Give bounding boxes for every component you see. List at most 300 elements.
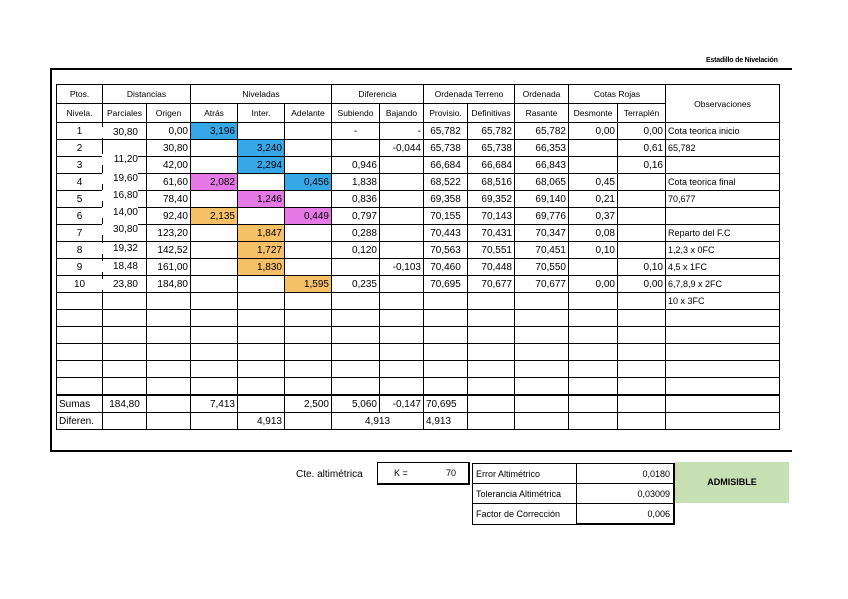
cell-origen xyxy=(147,344,191,361)
diferen-provisio: 4,913 xyxy=(424,413,468,430)
cell-definitivas: 70,431 xyxy=(468,225,515,242)
empty-row xyxy=(57,361,780,378)
cell-definitivas: 66,684 xyxy=(468,157,515,174)
sumas-bajando: -0,147 xyxy=(380,395,424,413)
parcial-distance: 19,32 xyxy=(102,243,138,254)
cell-provisio: 70,695 xyxy=(424,276,468,293)
diferen-empty xyxy=(468,413,515,430)
document-title: Estadillo de Nivelación xyxy=(706,57,778,64)
cell-origen: 92,40 xyxy=(147,208,191,225)
cell-rasante: 66,843 xyxy=(515,157,569,174)
cell-obs xyxy=(666,157,780,174)
header-parciales: Parciales xyxy=(103,104,147,123)
cell-pt: 1 xyxy=(57,123,103,140)
cell-subiendo xyxy=(332,140,380,157)
cell-obs: 4,5 x 1FC xyxy=(666,259,780,276)
k-value: 70 xyxy=(446,468,457,478)
sumas-empty xyxy=(569,395,618,413)
cell-definitivas: 65,782 xyxy=(468,123,515,140)
cell-bajando xyxy=(380,293,424,310)
cell-desmonte xyxy=(569,157,618,174)
cell-atras xyxy=(191,276,238,293)
cte-altimetrica-label: Cte. altimétrica xyxy=(296,469,363,480)
cell-desmonte: 0,08 xyxy=(569,225,618,242)
cell-terraplen xyxy=(618,225,666,242)
header-nivela: Nivela. xyxy=(57,104,103,123)
cell-provisio: 70,155 xyxy=(424,208,468,225)
cell-desmonte: 0,00 xyxy=(569,276,618,293)
cell-obs: 6,7,8,9 x 2FC xyxy=(666,276,780,293)
cell-provisio xyxy=(424,327,468,344)
diferen-row xyxy=(57,413,780,430)
cell-pt xyxy=(57,293,103,310)
cell-provisio: 66,684 xyxy=(424,157,468,174)
cell-inter: 1,830 xyxy=(238,259,285,276)
cell-definitivas: 68,516 xyxy=(468,174,515,191)
cell-pt xyxy=(57,310,103,327)
cell-obs xyxy=(666,344,780,361)
cell-subiendo xyxy=(332,259,380,276)
table-row xyxy=(57,276,780,293)
cell-inter: 1,727 xyxy=(238,242,285,259)
cell-bajando xyxy=(380,157,424,174)
cell-bajando xyxy=(380,208,424,225)
cell-rasante: 65,782 xyxy=(515,123,569,140)
cell-atras xyxy=(191,157,238,174)
cell-atras xyxy=(191,310,238,327)
leveling-table xyxy=(56,84,780,430)
cell-definitivas: 70,448 xyxy=(468,259,515,276)
cell-definitivas xyxy=(468,361,515,378)
cell-obs xyxy=(666,361,780,378)
cell-provisio: 70,443 xyxy=(424,225,468,242)
cell-inter xyxy=(238,310,285,327)
cell-adelante xyxy=(285,123,332,140)
cell-pt: 6 xyxy=(57,208,103,225)
header-ordenada-terreno: Ordenada Terreno xyxy=(424,85,515,104)
cell-desmonte: 0,10 xyxy=(569,242,618,259)
cell-origen xyxy=(147,361,191,378)
cell-inter xyxy=(238,327,285,344)
cell-definitivas xyxy=(468,293,515,310)
header-distancias: Distancias xyxy=(103,85,191,104)
sumas-empty xyxy=(238,395,285,413)
cell-desmonte xyxy=(569,140,618,157)
cell-bajando xyxy=(380,242,424,259)
cell-terraplen xyxy=(618,208,666,225)
cell-desmonte xyxy=(569,293,618,310)
cell-provisio xyxy=(424,344,468,361)
cell-bajando xyxy=(380,361,424,378)
cell-rasante: 70,677 xyxy=(515,276,569,293)
cell-origen: 184,80 xyxy=(147,276,191,293)
cell-origen: 61,60 xyxy=(147,174,191,191)
cell-adelante xyxy=(285,140,332,157)
cell-definitivas: 70,677 xyxy=(468,276,515,293)
cell-terraplen: 0,16 xyxy=(618,157,666,174)
cell-bajando: -0,044 xyxy=(380,140,424,157)
cell-definitivas: 69,352 xyxy=(468,191,515,208)
cte-altimetrica-box xyxy=(377,462,470,485)
table-row xyxy=(57,208,780,225)
header-desmonte: Desmonte xyxy=(569,104,618,123)
cell-terraplen xyxy=(618,361,666,378)
header-adelante: Adelante xyxy=(285,104,332,123)
cell-rasante: 69,140 xyxy=(515,191,569,208)
cell-provisio: 68,522 xyxy=(424,174,468,191)
cell-parc xyxy=(103,344,147,361)
cell-obs: Cota teorica inicio xyxy=(666,123,780,140)
cell-bajando xyxy=(380,344,424,361)
cell-adelante xyxy=(285,225,332,242)
cell-bajando xyxy=(380,276,424,293)
table-row xyxy=(57,242,780,259)
diferen-diferencia: 4,913 xyxy=(332,413,424,430)
cell-definitivas: 70,551 xyxy=(468,242,515,259)
header-provisio: Provisio. xyxy=(424,104,468,123)
cell-terraplen xyxy=(618,344,666,361)
summary-label: Error Altimétrico xyxy=(473,464,577,484)
summary-label: Tolerancia Altimétrica xyxy=(473,484,577,504)
cell-desmonte: 0,00 xyxy=(569,123,618,140)
cell-obs: 65,782 xyxy=(666,140,780,157)
sumas-empty xyxy=(468,395,515,413)
sumas-empty xyxy=(147,395,191,413)
table-row xyxy=(57,191,780,208)
cell-subiendo: 0,288 xyxy=(332,225,380,242)
header-atras: Atrás xyxy=(191,104,238,123)
cell-obs: 10 x 3FC xyxy=(666,293,780,310)
cell-adelante xyxy=(285,361,332,378)
table-row xyxy=(57,259,780,276)
cell-atras: 2,135 xyxy=(191,208,238,225)
cell-subiendo: 1,838 xyxy=(332,174,380,191)
cell-inter xyxy=(238,174,285,191)
sumas-label: Sumas xyxy=(57,395,103,413)
header-subiendo: Subiendo xyxy=(332,104,380,123)
cell-pt xyxy=(57,344,103,361)
cell-adelante: 0,449 xyxy=(285,208,332,225)
cell-bajando xyxy=(380,225,424,242)
diferen-inter: 4,913 xyxy=(238,413,285,430)
k-label: K = xyxy=(394,468,408,478)
header-terraplen: Terraplén xyxy=(618,104,666,123)
cell-pt: 3 xyxy=(57,157,103,174)
sumas-provisio: 70,695 xyxy=(424,395,468,413)
table-row xyxy=(57,123,780,140)
cell-rasante xyxy=(515,310,569,327)
cell-obs: Reparto del F.C xyxy=(666,225,780,242)
cell-atras xyxy=(191,344,238,361)
cell-terraplen: 0,10 xyxy=(618,259,666,276)
cell-pt xyxy=(57,378,103,396)
summary-row xyxy=(473,504,675,525)
empty-row xyxy=(57,344,780,361)
cell-obs: 70,677 xyxy=(666,191,780,208)
cell-terraplen xyxy=(618,378,666,396)
cell-bajando xyxy=(380,327,424,344)
cell-adelante xyxy=(285,310,332,327)
empty-row xyxy=(57,327,780,344)
cell-definitivas: 70,143 xyxy=(468,208,515,225)
cell-desmonte: 0,45 xyxy=(569,174,618,191)
header-observaciones: Observaciones xyxy=(666,85,780,123)
header-ordenada: Ordenada xyxy=(515,85,569,104)
cell-parc xyxy=(103,378,147,396)
empty-row xyxy=(57,310,780,327)
cell-terraplen xyxy=(618,293,666,310)
cell-provisio xyxy=(424,361,468,378)
diferen-empty xyxy=(147,413,191,430)
parcial-distance: 30,80 xyxy=(102,224,138,235)
cell-origen: 142,52 xyxy=(147,242,191,259)
cell-definitivas xyxy=(468,327,515,344)
cell-atras xyxy=(191,293,238,310)
cell-rasante: 70,550 xyxy=(515,259,569,276)
cell-provisio: 69,358 xyxy=(424,191,468,208)
summary-table xyxy=(472,463,675,525)
cell-bajando xyxy=(380,174,424,191)
cell-inter: 1,246 xyxy=(238,191,285,208)
cell-subiendo xyxy=(332,378,380,396)
cell-subiendo: 0,946 xyxy=(332,157,380,174)
diferen-empty xyxy=(515,413,569,430)
cell-atras xyxy=(191,259,238,276)
cell-obs: Cota teorica final xyxy=(666,174,780,191)
cell-subiendo xyxy=(332,293,380,310)
cell-origen xyxy=(147,378,191,396)
cell-provisio: 65,738 xyxy=(424,140,468,157)
cell-desmonte xyxy=(569,327,618,344)
table-row xyxy=(57,225,780,242)
cell-origen xyxy=(147,327,191,344)
header-bajando: Bajando xyxy=(380,104,424,123)
cell-parc xyxy=(103,361,147,378)
cell-rasante: 69,776 xyxy=(515,208,569,225)
diferen-empty xyxy=(569,413,618,430)
cell-rasante xyxy=(515,361,569,378)
cell-atras xyxy=(191,191,238,208)
cell-adelante xyxy=(285,157,332,174)
summary-label: Factor de Corrección xyxy=(473,504,577,525)
sumas-atras: 7,413 xyxy=(191,395,238,413)
cell-rasante xyxy=(515,378,569,396)
status-badge: ADMISIBLE xyxy=(675,462,789,503)
header-inter: Inter. xyxy=(238,104,285,123)
parcial-distance: 23,80 xyxy=(102,279,138,290)
diferen-empty xyxy=(618,413,666,430)
cell-inter xyxy=(238,378,285,396)
cell-terraplen: 0,00 xyxy=(618,276,666,293)
table-row xyxy=(57,157,780,174)
cell-desmonte xyxy=(569,310,618,327)
cell-pt: 4 xyxy=(57,174,103,191)
cell-bajando xyxy=(380,191,424,208)
parcial-distance: 18,48 xyxy=(102,261,138,272)
header-origen: Origen xyxy=(147,104,191,123)
cell-adelante: 1,595 xyxy=(285,276,332,293)
cell-inter xyxy=(238,208,285,225)
summary-row xyxy=(473,484,675,504)
cell-provisio xyxy=(424,293,468,310)
summary-value: 0,03009 xyxy=(577,484,675,504)
cell-bajando xyxy=(380,310,424,327)
header-definitivas: Definitivas xyxy=(468,104,515,123)
cell-terraplen xyxy=(618,327,666,344)
cell-desmonte: 0,21 xyxy=(569,191,618,208)
cell-adelante xyxy=(285,242,332,259)
summary-row xyxy=(473,464,675,484)
cell-origen: 0,00 xyxy=(147,123,191,140)
sumas-subiendo: 5,060 xyxy=(332,395,380,413)
cell-obs xyxy=(666,378,780,396)
header-ptos: Ptos. xyxy=(57,85,103,104)
cell-inter xyxy=(238,361,285,378)
cell-rasante: 70,347 xyxy=(515,225,569,242)
cell-inter: 2,294 xyxy=(238,157,285,174)
cell-provisio xyxy=(424,310,468,327)
cell-parc xyxy=(103,327,147,344)
cell-terraplen xyxy=(618,191,666,208)
cell-subiendo: - xyxy=(332,123,380,140)
cell-pt: 9 xyxy=(57,259,103,276)
cell-rasante: 70,451 xyxy=(515,242,569,259)
cell-atras xyxy=(191,327,238,344)
cell-atras: 3,196 xyxy=(191,123,238,140)
table-row xyxy=(57,174,780,191)
header-rasante: Rasante xyxy=(515,104,569,123)
cell-desmonte xyxy=(569,344,618,361)
cell-terraplen xyxy=(618,174,666,191)
cell-pt xyxy=(57,361,103,378)
summary-value: 0,006 xyxy=(577,504,675,525)
sumas-row xyxy=(57,395,780,413)
cell-origen: 78,40 xyxy=(147,191,191,208)
cell-provisio xyxy=(424,378,468,396)
cell-atras xyxy=(191,242,238,259)
cell-bajando xyxy=(380,378,424,396)
cell-atras xyxy=(191,378,238,396)
cell-rasante xyxy=(515,344,569,361)
cell-rasante: 66,353 xyxy=(515,140,569,157)
sumas-empty xyxy=(618,395,666,413)
sumas-adelante: 2,500 xyxy=(285,395,332,413)
cell-definitivas xyxy=(468,378,515,396)
cell-bajando: - xyxy=(380,123,424,140)
cell-origen: 161,00 xyxy=(147,259,191,276)
cell-subiendo: 0,797 xyxy=(332,208,380,225)
cell-provisio: 70,460 xyxy=(424,259,468,276)
cell-terraplen: 0,61 xyxy=(618,140,666,157)
cell-definitivas xyxy=(468,310,515,327)
cell-terraplen xyxy=(618,242,666,259)
cell-inter xyxy=(238,123,285,140)
cell-obs xyxy=(666,327,780,344)
cell-rasante: 68,065 xyxy=(515,174,569,191)
cell-adelante: 0,456 xyxy=(285,174,332,191)
cell-inter xyxy=(238,293,285,310)
cell-terraplen xyxy=(618,310,666,327)
empty-row xyxy=(57,293,780,310)
cell-atras: 2,082 xyxy=(191,174,238,191)
cell-desmonte xyxy=(569,378,618,396)
cell-adelante xyxy=(285,191,332,208)
cell-parc xyxy=(103,293,147,310)
cell-inter: 3,240 xyxy=(238,140,285,157)
cell-obs xyxy=(666,310,780,327)
summary-value: 0,0180 xyxy=(577,464,675,484)
parcial-distance: 19,60 xyxy=(102,173,138,184)
cell-pt: 5 xyxy=(57,191,103,208)
cell-obs: 1,2,3 x 0FC xyxy=(666,242,780,259)
cell-adelante xyxy=(285,293,332,310)
cell-inter: 1,847 xyxy=(238,225,285,242)
cell-origen: 42,00 xyxy=(147,157,191,174)
sumas-empty xyxy=(515,395,569,413)
cell-origen xyxy=(147,310,191,327)
cell-subiendo: 0,120 xyxy=(332,242,380,259)
cell-pt: 10 xyxy=(57,276,103,293)
cell-origen: 30,80 xyxy=(147,140,191,157)
header-diferencia: Diferencia xyxy=(332,85,424,104)
cell-atras xyxy=(191,225,238,242)
cell-origen xyxy=(147,293,191,310)
cell-parc xyxy=(103,310,147,327)
cell-subiendo xyxy=(332,361,380,378)
parcial-distance: 16,80 xyxy=(102,190,138,201)
diferen-label: Diferen. xyxy=(57,413,103,430)
cell-adelante xyxy=(285,327,332,344)
parcial-distance: 11,20 xyxy=(102,154,138,165)
cell-pt xyxy=(57,327,103,344)
cell-definitivas xyxy=(468,344,515,361)
cell-provisio: 70,563 xyxy=(424,242,468,259)
cell-desmonte: 0,37 xyxy=(569,208,618,225)
cell-desmonte xyxy=(569,259,618,276)
sumas-parciales: 184,80 xyxy=(103,395,147,413)
cell-terraplen: 0,00 xyxy=(618,123,666,140)
empty-row xyxy=(57,378,780,396)
diferen-empty xyxy=(103,413,147,430)
cell-adelante xyxy=(285,344,332,361)
cell-rasante xyxy=(515,293,569,310)
header-niveladas: Niveladas xyxy=(191,85,332,104)
cell-inter xyxy=(238,344,285,361)
cell-adelante xyxy=(285,259,332,276)
cell-atras xyxy=(191,140,238,157)
cell-subiendo xyxy=(332,327,380,344)
cell-subiendo: 0,235 xyxy=(332,276,380,293)
sumas-empty xyxy=(666,395,780,413)
cell-atras xyxy=(191,361,238,378)
table-row xyxy=(57,140,780,157)
diferen-empty xyxy=(285,413,332,430)
cell-pt: 7 xyxy=(57,225,103,242)
cell-obs xyxy=(666,208,780,225)
cell-inter xyxy=(238,276,285,293)
parcial-distance: 30,80 xyxy=(102,127,138,138)
cell-subiendo: 0,836 xyxy=(332,191,380,208)
cell-adelante xyxy=(285,378,332,396)
cell-subiendo xyxy=(332,310,380,327)
parcial-distance: 14,00 xyxy=(102,207,138,218)
cell-rasante xyxy=(515,327,569,344)
cell-pt: 2 xyxy=(57,140,103,157)
diferen-empty xyxy=(666,413,780,430)
cell-bajando: -0,103 xyxy=(380,259,424,276)
cell-definitivas: 65,738 xyxy=(468,140,515,157)
cell-provisio: 65,782 xyxy=(424,123,468,140)
